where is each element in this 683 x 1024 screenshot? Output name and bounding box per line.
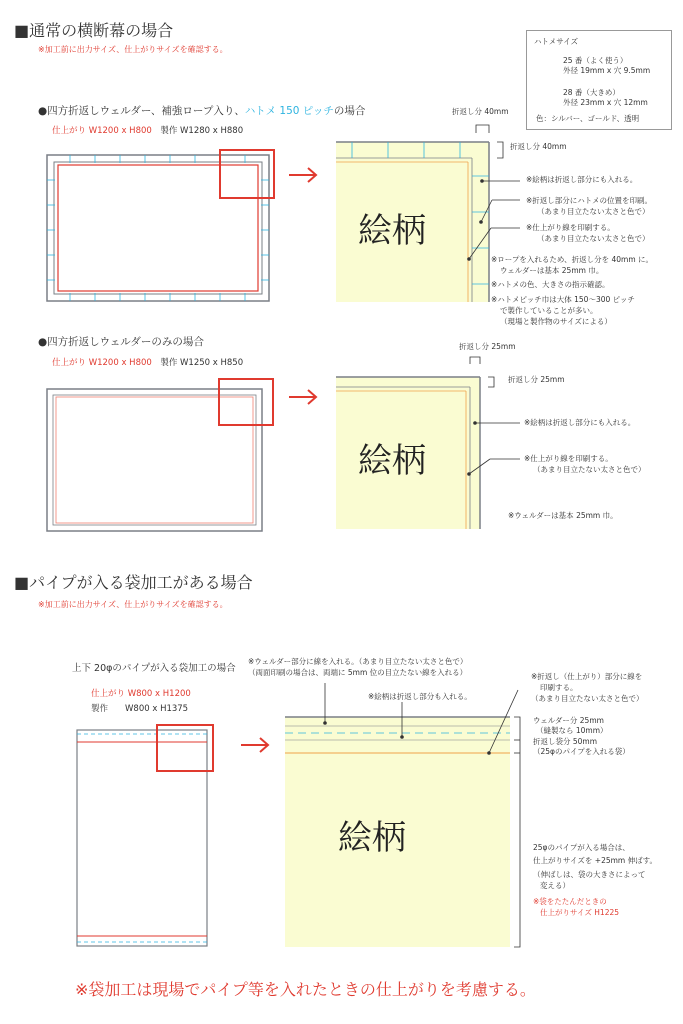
case1-note-3: ※仕上がり線を印刷する。 (526, 223, 615, 232)
section2-note: ※加工前に出力サイズ、仕上がりサイズを確認する。 (38, 600, 228, 609)
pouch-dim-sewing: （縫製なら 10mm） (536, 726, 608, 735)
case2-arrow-icon (289, 390, 316, 404)
section1-note: ※加工前に出力サイズ、仕上がりサイズを確認する。 (38, 45, 228, 54)
case1-spec (52, 124, 243, 136)
case1-heading: ●四方折返しウェルダー、補強ロープ入り、ハトメ 150 ピッチの場合 (38, 105, 366, 117)
legend-title: ハトメサイズ (534, 37, 579, 46)
case1-note-9: で製作していることが多い。 (500, 306, 598, 315)
case2-artwork-label: 絵柄 (358, 441, 426, 481)
pouch-arrow-icon (241, 738, 268, 752)
case2-fold-side-label: 折返し分 25mm (508, 375, 565, 384)
case1-note-4: （あまり目立たない太さと色で） (537, 234, 650, 243)
pouch-right-note-2: （あまり目立たない太さと色で） (531, 694, 644, 703)
case2-note-3: ※ウェルダーは基本 25mm 巾。 (508, 511, 618, 520)
case1-fold-top-label: 折返し分 40mm (452, 107, 509, 116)
pouch-dim-fold: 折返し袋分 50mm (533, 737, 598, 746)
section1-title: ■通常の横断幕の場合 (14, 21, 174, 40)
case2-note-1: ※仕上がり線を印刷する。 (524, 454, 613, 463)
legend-colors: 色：シルバー、ゴールド、透明 (536, 114, 640, 123)
case1-heading-highlight: ハトメ 150 ピッチ (244, 105, 334, 117)
case2-spec (52, 356, 243, 368)
legend-item-28-line1: 28 番（大きめ） (563, 88, 620, 97)
pouch-top-note-0: ※ウェルダー部分に線を入れる。（あまり目立たない太さと色で） (248, 657, 468, 666)
pouch-extend-note-1: 仕上がりサイズを +25mm 伸ばす。 (533, 856, 658, 865)
case1-artwork-label: 絵柄 (358, 211, 426, 251)
legend-item-25-line2: 外径 19mm x 穴 9.5mm (563, 66, 651, 75)
pouch-dim-pipe: （25φのパイプを入れる袋） (533, 747, 630, 756)
case1-note-5: ※ロープを入れるため、折返し分を 40mm に。 (491, 255, 654, 264)
case2-banner-thumbnail (47, 379, 273, 531)
case1-note-7: ※ハトメの色、大きさの指示確認。 (491, 280, 610, 289)
pouch-top-note-1: （両面印刷の場合は、両端に 5mm 位の目立たない線を入れる） (248, 668, 468, 677)
case1-note-10: （現場と製作物のサイズによる） (500, 317, 612, 326)
case1-finish-size: 仕上がり W1200 x H800 (52, 126, 152, 136)
case1-note-6: ウェルダーは基本 25mm 巾。 (500, 266, 604, 275)
pouch-dim-welder: ウェルダー分 25mm (533, 716, 604, 725)
legend-item-28-line2: 外径 23mm x 穴 12mm (563, 98, 648, 107)
pouch-artwork-label: 絵柄 (338, 818, 406, 858)
pouch-fold-finish-0: ※袋をたたんだときの (533, 897, 607, 906)
footer-note: ※袋加工は現場でパイプ等を入れたときの仕上がりを考慮する。 (75, 980, 536, 999)
case2-note-0: ※絵柄は折返し部分にも入れる。 (524, 418, 636, 427)
pouch-banner-thumbnail (77, 725, 213, 946)
pouch-right-note-1: 印刷する。 (540, 683, 578, 692)
pouch-extend-note-2: （伸ばしは、袋の大きさによって (533, 870, 646, 879)
case2-note-2: （あまり目立たない太さと色で） (533, 465, 646, 474)
case1-fold-side-label: 折返し分 40mm (510, 142, 567, 151)
case1-note-1: ※折返し部分にハトメの位置を印刷。 (526, 196, 653, 205)
case2-finish-size: 仕上がり W1200 x H800 (52, 358, 152, 368)
pouch-mid-note: ※絵柄は折返し部分も入れる。 (368, 692, 472, 701)
pouch-right-note-0: ※折返し（仕上がり）部分に線を (531, 672, 643, 681)
case1-arrow-icon (289, 168, 316, 182)
pouch-make-size: 製作 W800 x H1375 (91, 704, 189, 714)
pouch-extend-note-3: 変える） (540, 881, 570, 890)
case2-fold-top-label: 折返し分 25mm (459, 342, 516, 351)
case2-make-size: 製作 W1250 x H850 (160, 358, 244, 368)
case2-heading: ●四方折返しウェルダーのみの場合 (38, 336, 204, 348)
case1-note-8: ※ハトメピッチ巾は大体 150～300 ピッチ (491, 295, 635, 304)
pouch-finish-size: 仕上がり W800 x H1200 (91, 689, 191, 699)
pouch-heading: 上下 20φのパイプが入る袋加工の場合 (72, 663, 236, 674)
pouch-extend-note-0: 25φのパイプが入る場合は、 (533, 843, 630, 852)
legend-item-25-line1: 25 番（よく使う） (563, 56, 628, 65)
pouch-fold-finish-1: 仕上がりサイズ H1225 (540, 908, 620, 917)
case1-note-2: （あまり目立たない太さと色で） (537, 207, 650, 216)
case1-note-0: ※絵柄は折返し部分にも入れる。 (526, 175, 638, 184)
section2-title: ■パイプが入る袋加工がある場合 (14, 573, 253, 592)
case1-make-size: 製作 W1280 x H880 (160, 126, 244, 136)
case1-banner-thumbnail (47, 150, 274, 301)
